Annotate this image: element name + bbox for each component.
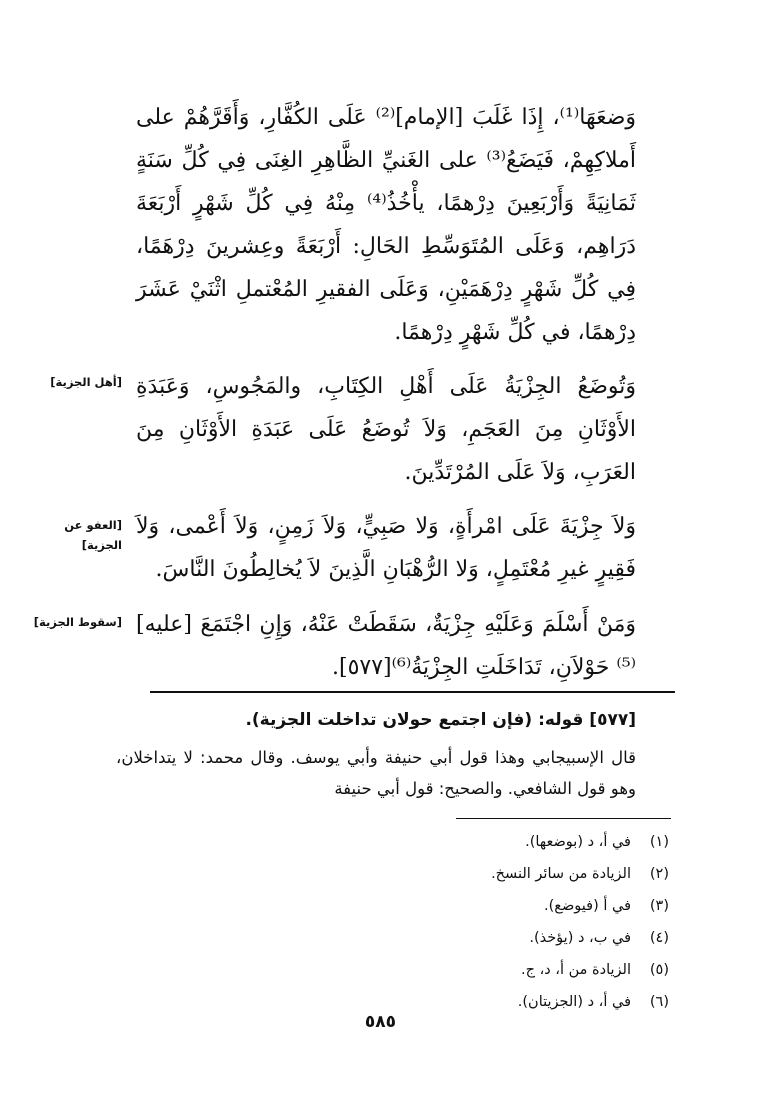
footnote-text: في أ، د (الجزيتان).	[517, 994, 631, 1010]
footnotes-list	[369, 826, 669, 1018]
commentary-text: قال الإسبيجابي وهذا قول أبي حنيفة وأبي يوسف. وقال محمد: لا يتداخلان، وهو قول الشافعي. والصحيح: قول أبي حنيفة	[116, 748, 636, 798]
footnote-text: في ب، د (يؤخذ).	[529, 930, 631, 946]
margin-note-exemption: [العفو عن الجزية]	[64, 518, 122, 552]
footnote-item	[369, 858, 669, 890]
main-paragraph-3: وَلاَ جِزْيَةَ عَلَى امْرأَةٍ، وَلا صَبِيٍّ، وَلاَ زَمِنٍ، وَلاَ أَعْمى، وَلاَ فَقِيرٍ غيرِ مُعْتَمِلٍ، وَلا الرُّهْبَانِ الَّذِينَ لاَ يُخالِطُونَ النَّاسَ.	[136, 514, 636, 582]
main-paragraph-1: وَضعَهَا⁽¹⁾، إِذَا غَلَبَ [الإمام]⁽²⁾ عَلَى الكُفَّارِ، وَأَقَرَّهُمْ على أَملاكِهِمْ، فَيَضَعُ⁽³⁾ على الغَنيِّ الظَّاهِرِ الغِنَى فِي كُلِّ سَنَةٍ ثَمَانِيَةً وَأَرْبَعِينَ دِرْهمًا، يأْخُذُ⁽⁴⁾ مِنْهُ فِي كُلِّ شَهْرٍ أَرْبَعَةَ دَرَاهِم، وَعَلَى المُتَوَسِّطِ الحَالِ: أَرْبَعَةً وعِشرينَ دِرْهَمًا، فِي كُلِّ شَهْرٍ دِرْهَمَيْنِ، وَعَلَى الفقيرِ المُعْتملِ اثْنَيْ عَشَرَ دِرْهمًا، في كُلِّ شَهْرٍ دِرْهمًا.	[136, 105, 637, 345]
margin-note-cancellation: [سقوط الجزية]	[33, 615, 122, 629]
page-number: ٥٨٥	[364, 1012, 397, 1032]
footnote-number: (٥)	[649, 962, 669, 978]
footnote-item	[369, 826, 669, 858]
footnote-text: في أ، د (بوضعها).	[525, 834, 631, 850]
footnote-number: (١)	[649, 834, 669, 850]
footnote-text: الزيادة من أ، د، ج.	[520, 962, 631, 978]
footnote-text: في أ (فيوضع).	[543, 898, 631, 914]
commentary-divider	[150, 691, 675, 693]
footnote-item	[369, 922, 669, 954]
footnote-text: الزيادة من سائر النسخ.	[491, 866, 631, 882]
footnote-item	[369, 954, 669, 986]
commentary-heading: [٥٧٧] قوله: (فإن اجتمع حولان تداخلت الجزية).	[245, 710, 636, 730]
main-paragraph-4: وَمَنْ أَسْلَمَ وَعَلَيْهِ جِزْيَةٌ، سَقَطَتْ عَنْهُ، وَإِنِ اجْتَمَعَ [عليه]⁽⁵⁾ حَوْلاَنِ، تَدَاخَلَتِ الجِزْيَةُ⁽⁶⁾[٥٧٧].	[136, 612, 636, 680]
footnote-divider	[456, 818, 671, 819]
footnote-number: (٤)	[649, 930, 669, 946]
commentary-block	[116, 705, 636, 810]
footnote-number: (٦)	[649, 994, 669, 1010]
footnote-item	[369, 890, 669, 922]
margin-note-ahl-al-jizya: [أهل الجزية]	[50, 375, 122, 389]
footnote-number: (٢)	[649, 866, 669, 882]
main-paragraph-2: وَتُوضَعُ الجِزْيَةُ عَلَى أَهْلِ الكِتَابِ، والمَجُوسِ، وَعَبَدَةِ الأَوْثَانِ مِنَ العَجَمِ، وَلاَ تُوضَعُ عَلَى عَبَدَةِ الأَوْثَانِ مِنَ العَرَبِ، وَلاَ عَلَى المُرْتَدِّينَ.	[136, 374, 636, 485]
footnote-number: (٣)	[649, 898, 669, 914]
